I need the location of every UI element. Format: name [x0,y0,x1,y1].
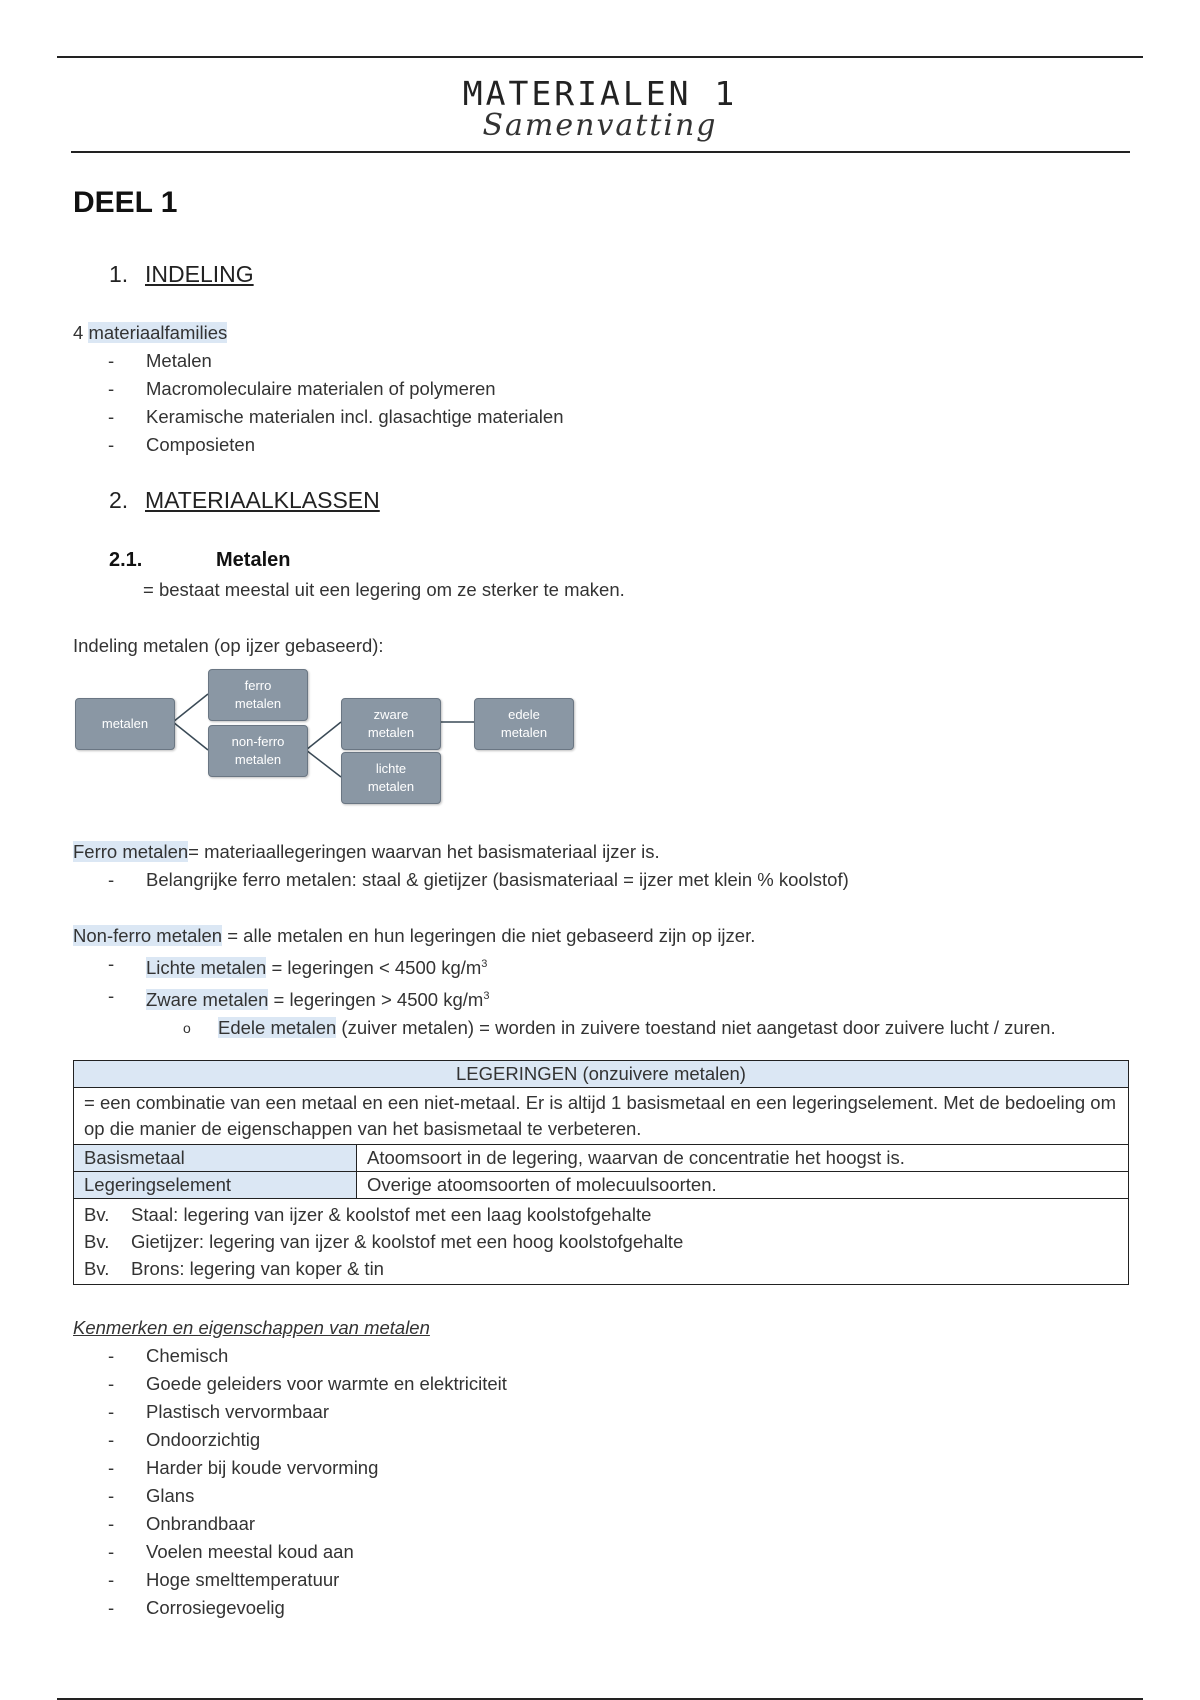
node-lichte-metalen: lichte metalen [341,752,441,804]
node-edele-metalen: edele metalen [474,698,574,750]
document-title: MATERIALEN 1 [462,74,738,113]
section-2-number: 2. [109,487,129,513]
subsection-2-1-number: 2.1. [109,549,143,571]
node-zware-metalen: zware metalen [341,698,441,750]
table-cell-label: Legeringselement [74,1172,357,1199]
metalen-description: = bestaat meestal uit een legering om ze sterker te maken. [143,579,625,600]
list-item: - Corrosiegevoelig [108,1597,285,1618]
node-metalen: metalen [75,698,175,750]
diagram-caption: Indeling metalen (op ijzer gebaseerd): [73,635,384,656]
nonferro-definition: Non-ferro metalen = alle metalen en hun legeringen die niet gebaseerd zijn op ijzer. [73,925,756,946]
nonferro-block [73,922,1173,1042]
list-item: - Zware metalen = legeringen > 4500 $kg/m^3$ [108,985,490,1011]
list-item: - Chemisch [108,1345,229,1366]
materiaalfamilies-term: materiaalfamilies [88,322,228,343]
example-line: Bv. Brons: legering van koper & tin [84,1258,384,1279]
table-examples [74,1199,1129,1285]
nonferro-term: Non-ferro metalen [73,925,223,946]
section-2-heading [109,487,380,514]
section-1-title: INDELING [145,261,254,287]
list-item: - Belangrijke ferro metalen: staal & gietijzer (basismateriaal = ijzer met klein % koolstof) [108,869,849,890]
list-item: - Macromoleculaire materialen of polymeren [108,378,496,399]
table-row [74,1145,1129,1172]
table-cell-label: Basismetaal [74,1145,357,1172]
top-rule [57,56,1143,58]
kenmerken-title: Kenmerken en eigenschappen van metalen [73,1317,430,1338]
section-1-heading [109,261,254,288]
list-item: - Keramische materialen incl. glasachtige materialen [108,406,564,427]
deel-heading: DEEL 1 [73,186,178,219]
list-item: - Composieten [108,434,256,455]
list-item: - Voelen meestal koud aan [108,1541,354,1562]
list-item: - Metalen [108,350,212,371]
example-line: Bv. Gietijzer: legering van ijzer & koolstof met een hoog koolstofgehalte [84,1231,684,1252]
list-item: - Hoge smelttemperatuur [108,1569,340,1590]
subsection-2-1-heading [109,549,290,572]
list-item: - Glans [108,1485,195,1506]
table-row [74,1172,1129,1199]
ferro-definition: Ferro metalen= materiaallegeringen waarvan het basismateriaal ijzer is. [73,841,660,862]
document-subtitle: Samenvatting [482,108,718,143]
list-item: - Ondoorzichtig [108,1429,261,1450]
table-header: LEGERINGEN (onzuivere metalen) [74,1061,1129,1088]
ferro-block [73,838,1133,894]
kenmerken-list [73,1342,1073,1622]
node-ferro-metalen: ferro metalen [208,669,308,721]
example-line: Bv. Staal: legering van ijzer & koolstof met een laag koolstofgehalte [84,1204,652,1225]
ferro-term: Ferro metalen [73,841,189,862]
kenmerken-block [73,1314,1073,1622]
materiaalfamilies-intro: 4 materiaalfamilies [73,322,228,343]
section-2-title: MATERIAALKLASSEN [145,487,380,513]
section-1-number: 1. [109,261,129,287]
materiaalfamilies-list [73,347,1073,459]
list-item: - Lichte metalen = legeringen < 4500 $kg/m^3$ [108,953,488,979]
legeringen-table [73,1060,1129,1285]
table-description: = een combinatie van een metaal en een niet-metaal. Er is altijd 1 basismetaal en een legeringselement. Met de bedoeling om op die manier de eigenschappen van het basismetaal te verbeteren. [74,1088,1129,1145]
list-item: - Onbrandbaar [108,1513,256,1534]
node-non-ferro-metalen: non-ferro metalen [208,725,308,777]
subsection-2-1-title: Metalen [216,549,291,571]
table-cell-value: Overige atoomsoorten of molecuulsoorten. [357,1172,1129,1199]
list-item: o Edele metalen (zuiver metalen) = worden in zuivere toestand niet aangetast door zuivere lucht / zuren. [183,1017,1056,1039]
list-item: - Harder bij koude vervorming [108,1457,379,1478]
table-cell-value: Atoomsoort in de legering, waarvan de concentratie het hoogst is. [357,1145,1129,1172]
section-1-body [73,319,1073,459]
list-item: - Goede geleiders voor warmte en elektriciteit [108,1373,507,1394]
header-rule [71,151,1130,153]
list-item: - Plastisch vervormbaar [108,1401,330,1422]
